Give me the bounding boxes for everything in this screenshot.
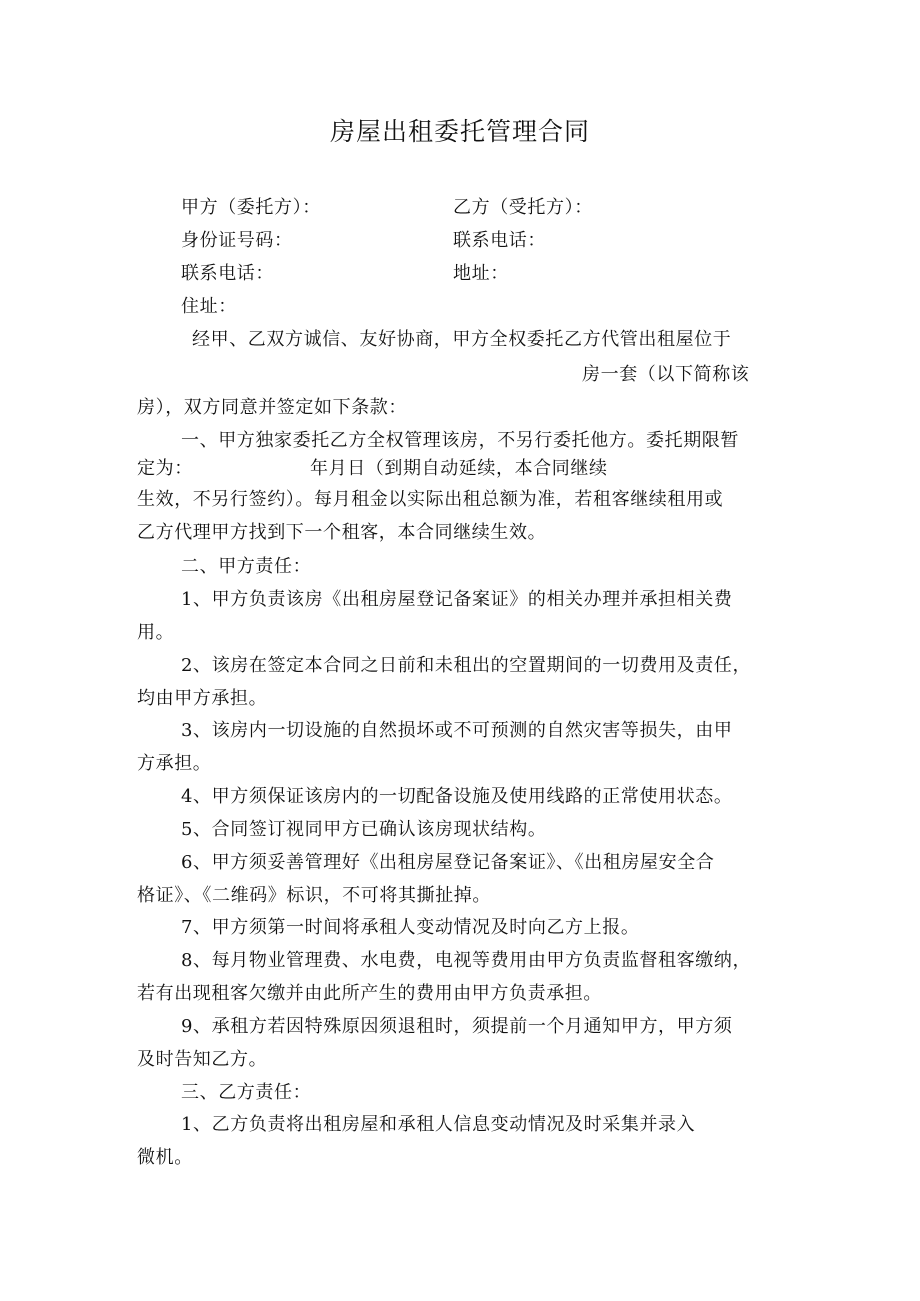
clause-2-4: 4、甲方须保证该房内的一切配备设施及使用线路的正常使用状态。: [181, 786, 733, 807]
clause-2-9: 9、承租方若因特殊原因须退租时，须提前一个月通知甲方，甲方须: [181, 1016, 733, 1037]
article-1-line: 生效，不另行签约）。每月租金以实际出租总额为准，若租客继续租用或: [137, 489, 724, 510]
document-title: 房屋出租委托管理合同: [329, 117, 590, 146]
clause-2-6: 格证》、《二维码》标识，不可将其撕扯掉。: [137, 885, 491, 906]
residence-a-label: 住址：: [181, 296, 237, 317]
party-b-label: 乙方（受托方）：: [453, 197, 593, 218]
clause-2-6: 6、甲方须妥善管理好《出租房屋登记备案证》、《出租房屋安全合: [181, 852, 715, 873]
intro-line: 房一套（以下简称该: [582, 364, 750, 385]
address-b-label: 地址：: [453, 263, 509, 284]
section-3-heading: 三、乙方责任：: [181, 1082, 312, 1103]
article-1-line: 乙方代理甲方找到下一个租客，本合同继续生效。: [137, 522, 547, 543]
clause-2-8: 若有出现租客欠缴并由此所产生的费用由甲方负责承担。: [137, 983, 602, 1004]
intro-line: 房），双方同意并签定如下条款：: [137, 397, 407, 418]
clause-2-2: 均由甲方承担。: [137, 688, 268, 709]
clause-2-5: 5、合同签订视同甲方已确认该房现状结构。: [181, 819, 547, 840]
clause-3-1: 微机。: [137, 1147, 193, 1168]
clause-3-1: 1、乙方负责将出租房屋和承租人信息变动情况及时采集并录入: [181, 1114, 696, 1135]
party-a-label: 甲方（委托方）：: [181, 197, 321, 218]
article-1-line: 年月日（到期自动延续，本合同继续: [310, 458, 608, 479]
phone-a-label: 联系电话：: [181, 263, 274, 284]
intro-line: 经甲、乙双方诚信、友好协商，甲方全权委托乙方代管出租屋位于: [192, 329, 732, 350]
clause-2-3: 方承担。: [137, 753, 212, 774]
clause-2-3: 3、该房内一切设施的自然损坏或不可预测的自然灾害等损失，由甲: [181, 720, 733, 741]
clause-2-9: 及时告知乙方。: [137, 1049, 268, 1070]
article-1-line: 一、甲方独家委托乙方全权管理该房，不另行委托他方。委托期限暂: [181, 430, 739, 451]
clause-2-7: 7、甲方须第一时间将承租人变动情况及时向乙方上报。: [181, 917, 640, 938]
clause-2-8: 8、每月物业管理费、水电费，电视等费用由甲方负责监督租客缴纳，: [181, 950, 752, 971]
clause-2-1: 1、甲方负责该房《出租房屋登记备案证》的相关办理并承担相关费: [181, 589, 733, 610]
id-number-label: 身份证号码：: [181, 230, 293, 251]
section-2-heading: 二、甲方责任：: [181, 556, 312, 577]
clause-2-2: 2、该房在签定本合同之日前和未租出的空置期间的一切费用及责任，: [181, 655, 752, 676]
phone-b-label: 联系电话：: [453, 230, 546, 251]
article-1-line: 定为：: [137, 458, 193, 479]
clause-2-1: 用。: [137, 622, 175, 643]
